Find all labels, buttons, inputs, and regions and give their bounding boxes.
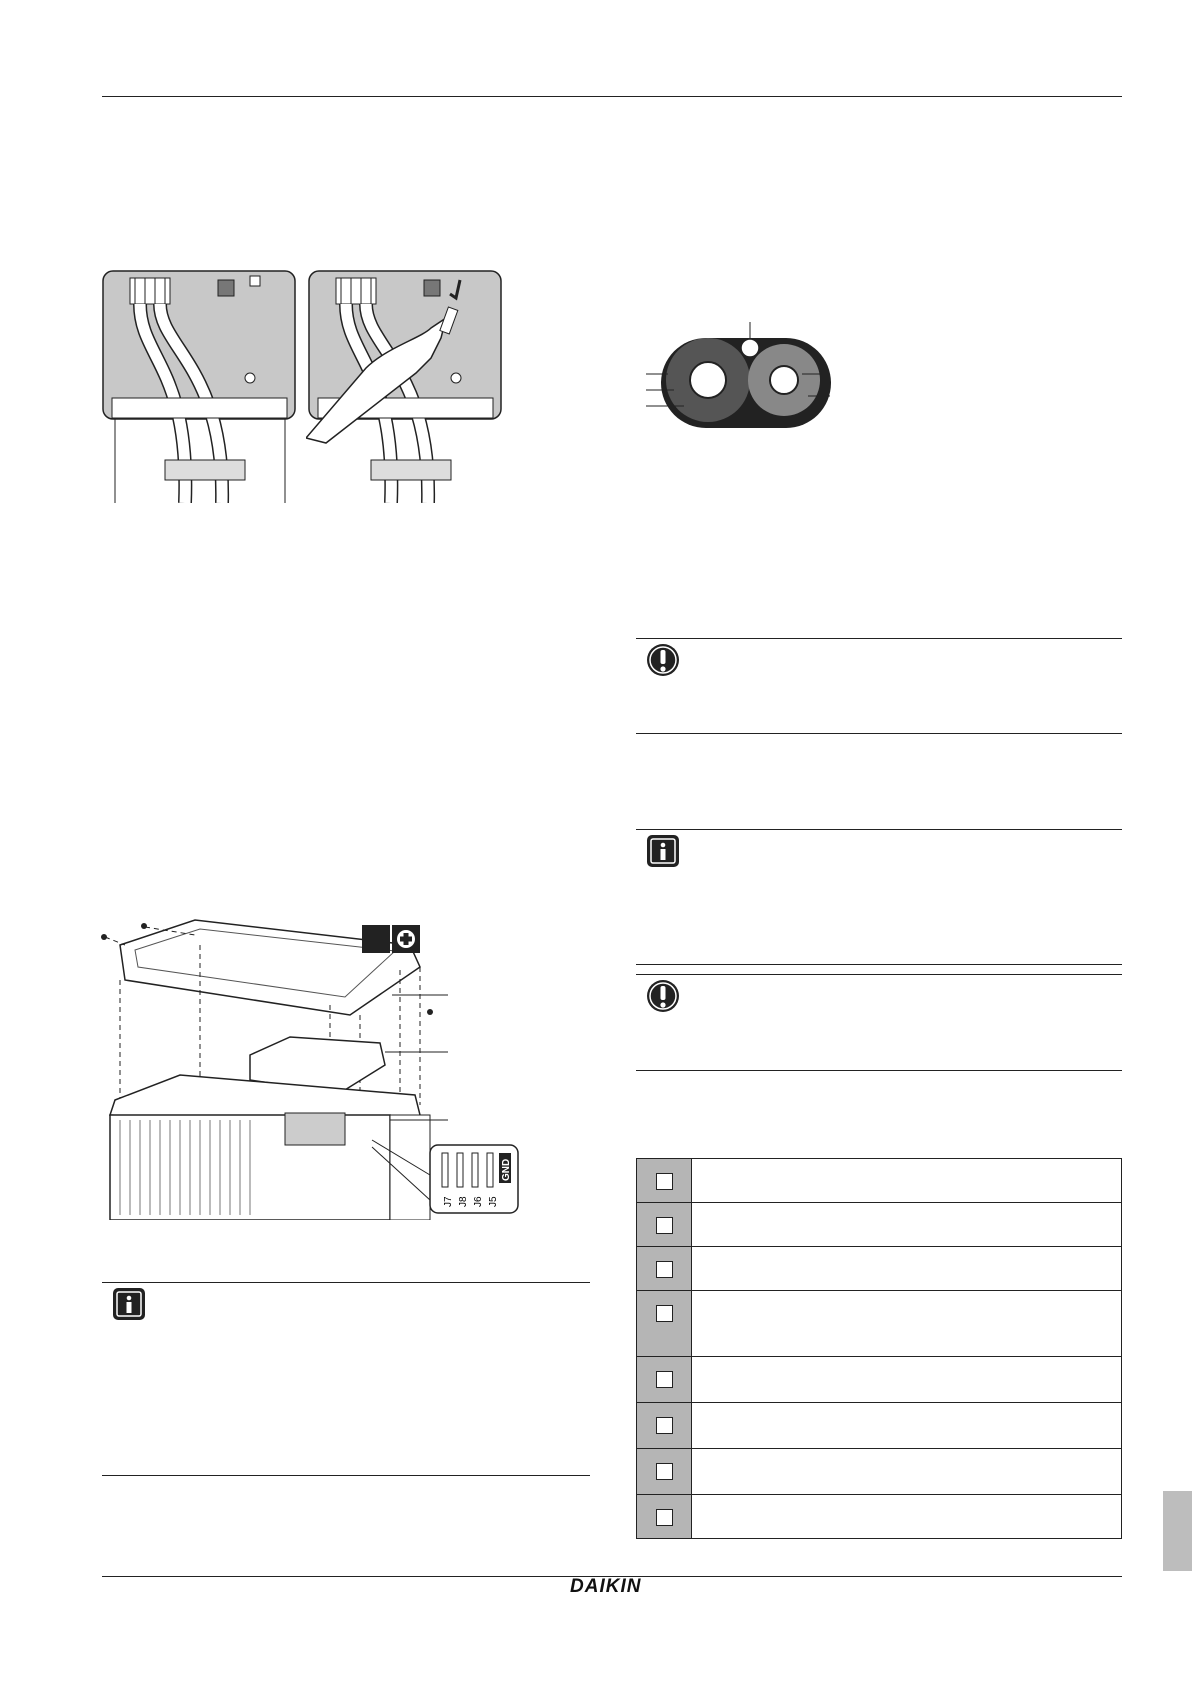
checkbox-icon[interactable] <box>656 1173 673 1190</box>
installation-checklist <box>636 1158 1122 1539</box>
checkbox-icon[interactable] <box>656 1463 673 1480</box>
info-rule-1-top <box>636 829 1122 830</box>
checkbox-icon[interactable] <box>656 1417 673 1434</box>
side-tab <box>1163 1491 1192 1571</box>
wiring-figure-left <box>100 268 300 503</box>
caution-icon <box>645 642 681 678</box>
checkbox-icon[interactable] <box>656 1217 673 1234</box>
info-rule-2-top <box>102 1282 590 1283</box>
unit-cover-figure <box>100 915 540 1220</box>
tube-label: J7 <box>443 1196 454 1207</box>
checkbox-icon[interactable] <box>656 1261 673 1278</box>
checkbox-icon[interactable] <box>656 1509 673 1526</box>
info-rule-2-bottom <box>102 1475 590 1476</box>
notice-rule-2-bottom <box>636 1070 1122 1071</box>
caution-icon <box>645 978 681 1014</box>
tube-label: J6 <box>473 1196 484 1207</box>
checkbox-icon[interactable] <box>656 1371 673 1388</box>
checkbox-icon[interactable] <box>656 1305 673 1322</box>
info-rule-1-bottom <box>636 964 1122 965</box>
header-rule <box>102 96 1122 97</box>
tube-label: J5 <box>488 1196 499 1207</box>
info-icon <box>112 1287 146 1321</box>
notice-rule-1-top <box>636 638 1122 639</box>
daikin-logo: DAIKIN <box>570 1576 642 1597</box>
info-icon <box>646 834 680 868</box>
notice-rule-1-bottom <box>636 733 1122 734</box>
tube-label: J8 <box>458 1196 469 1207</box>
tube-label: GND <box>501 1158 512 1181</box>
wiring-figure-right <box>306 268 506 503</box>
pipe-insulation-figure <box>646 318 836 428</box>
notice-rule-2-top <box>636 974 1122 975</box>
